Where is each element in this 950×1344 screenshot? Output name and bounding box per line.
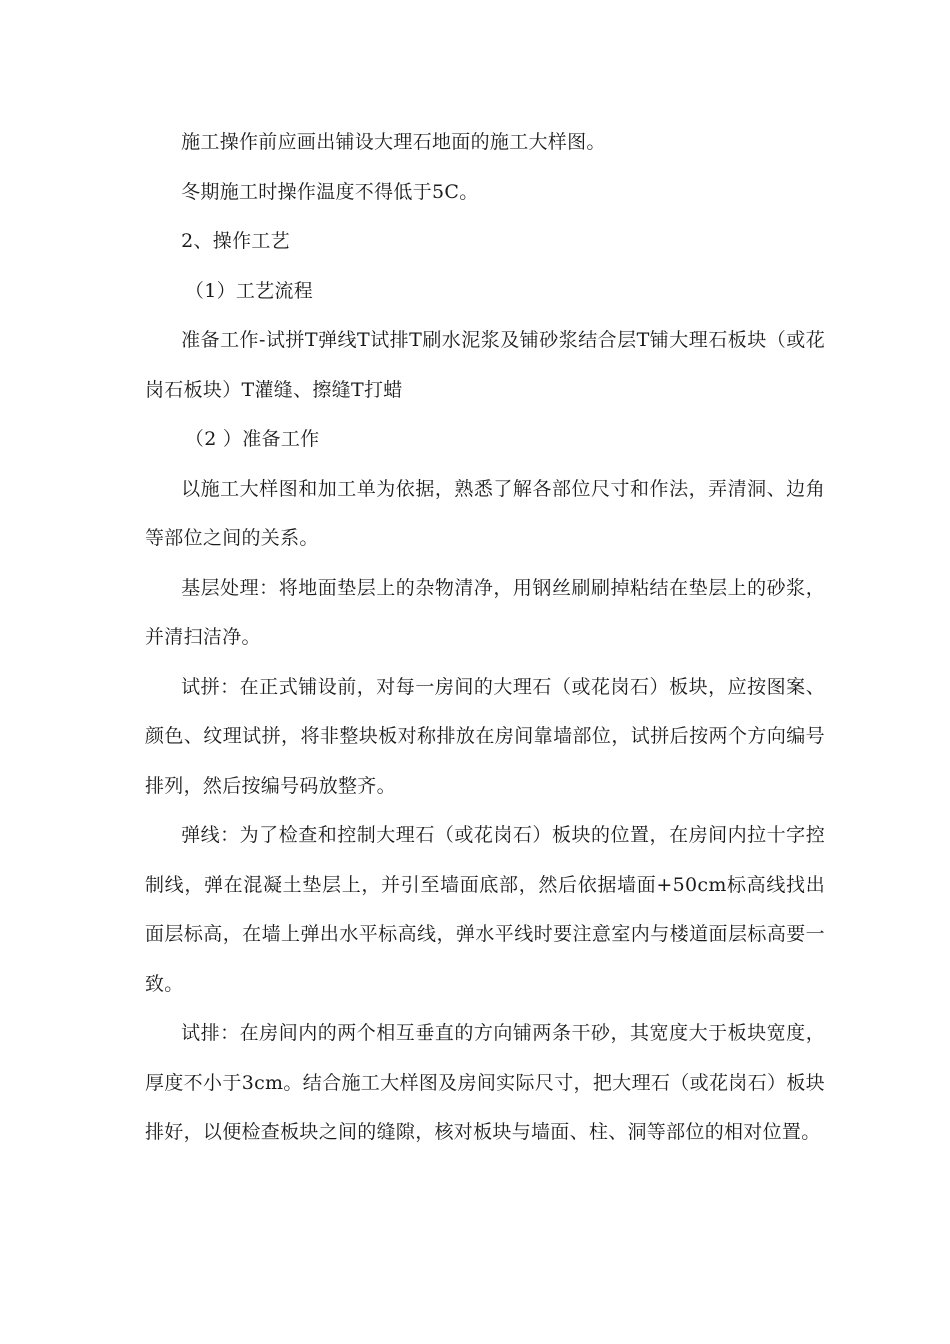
document-body	[145, 118, 825, 1158]
paragraph-preparation-basis: 以施工大样图和加工单为依据，熟悉了解各部位尺寸和作法，弄清洞、边角等部位之间的关系。	[145, 477, 825, 549]
paragraph-trial-fit: 试拼：在正式铺设前，对每一房间的大理石（或花岗石）板块，应按图案、颜色、纹理试拼，将非整块板对称排放在房间靠墙部位，试拼后按两个方向编号排列，然后按编号码放整齐。	[145, 675, 825, 797]
paragraph-process-flow: 准备工作-试拼T弹线T试排T刷水泥浆及铺砂浆结合层T铺大理石板块（或花岗石板块）T灌缝、擦缝T打蜡	[145, 329, 825, 401]
section-heading-process: 2、操作工艺	[181, 230, 290, 252]
paragraph-winter-temperature: 冬期施工时操作温度不得低于5C。	[181, 180, 479, 203]
paragraph-trial-layout: 试排：在房间内的两个相互垂直的方向铺两条干砂，其宽度大于板块宽度，厚度不小于3cm。结合施工大样图及房间实际尺寸，把大理石（或花岗石）板块排好，以便检查板块之间的缝隙，核对板块与墙面、柱、洞等部位的相对位置。	[145, 1022, 825, 1143]
paragraph-base-treatment: 基层处理：将地面垫层上的杂物清净，用钢丝刷刷掉粘结在垫层上的砂浆，并清扫洁净。	[145, 576, 825, 648]
subheading-process-flow: （1）工艺流程	[184, 279, 314, 302]
subheading-preparation: （2 ）准备工作	[184, 428, 320, 450]
paragraph-drawing-requirement: 施工操作前应画出铺设大理石地面的施工大样图。	[181, 131, 606, 153]
paragraph-line-marking: 弹线：为了检查和控制大理石（或花岗石）板块的位置，在房间内拉十字控制线，弹在混凝土垫层上，并引至墙面底部，然后依据墙面+50cm标高线找出面层标高，在墙上弹出水平标高线，弹水平线时要注意室内与楼道面层标高要一致。	[145, 824, 825, 995]
